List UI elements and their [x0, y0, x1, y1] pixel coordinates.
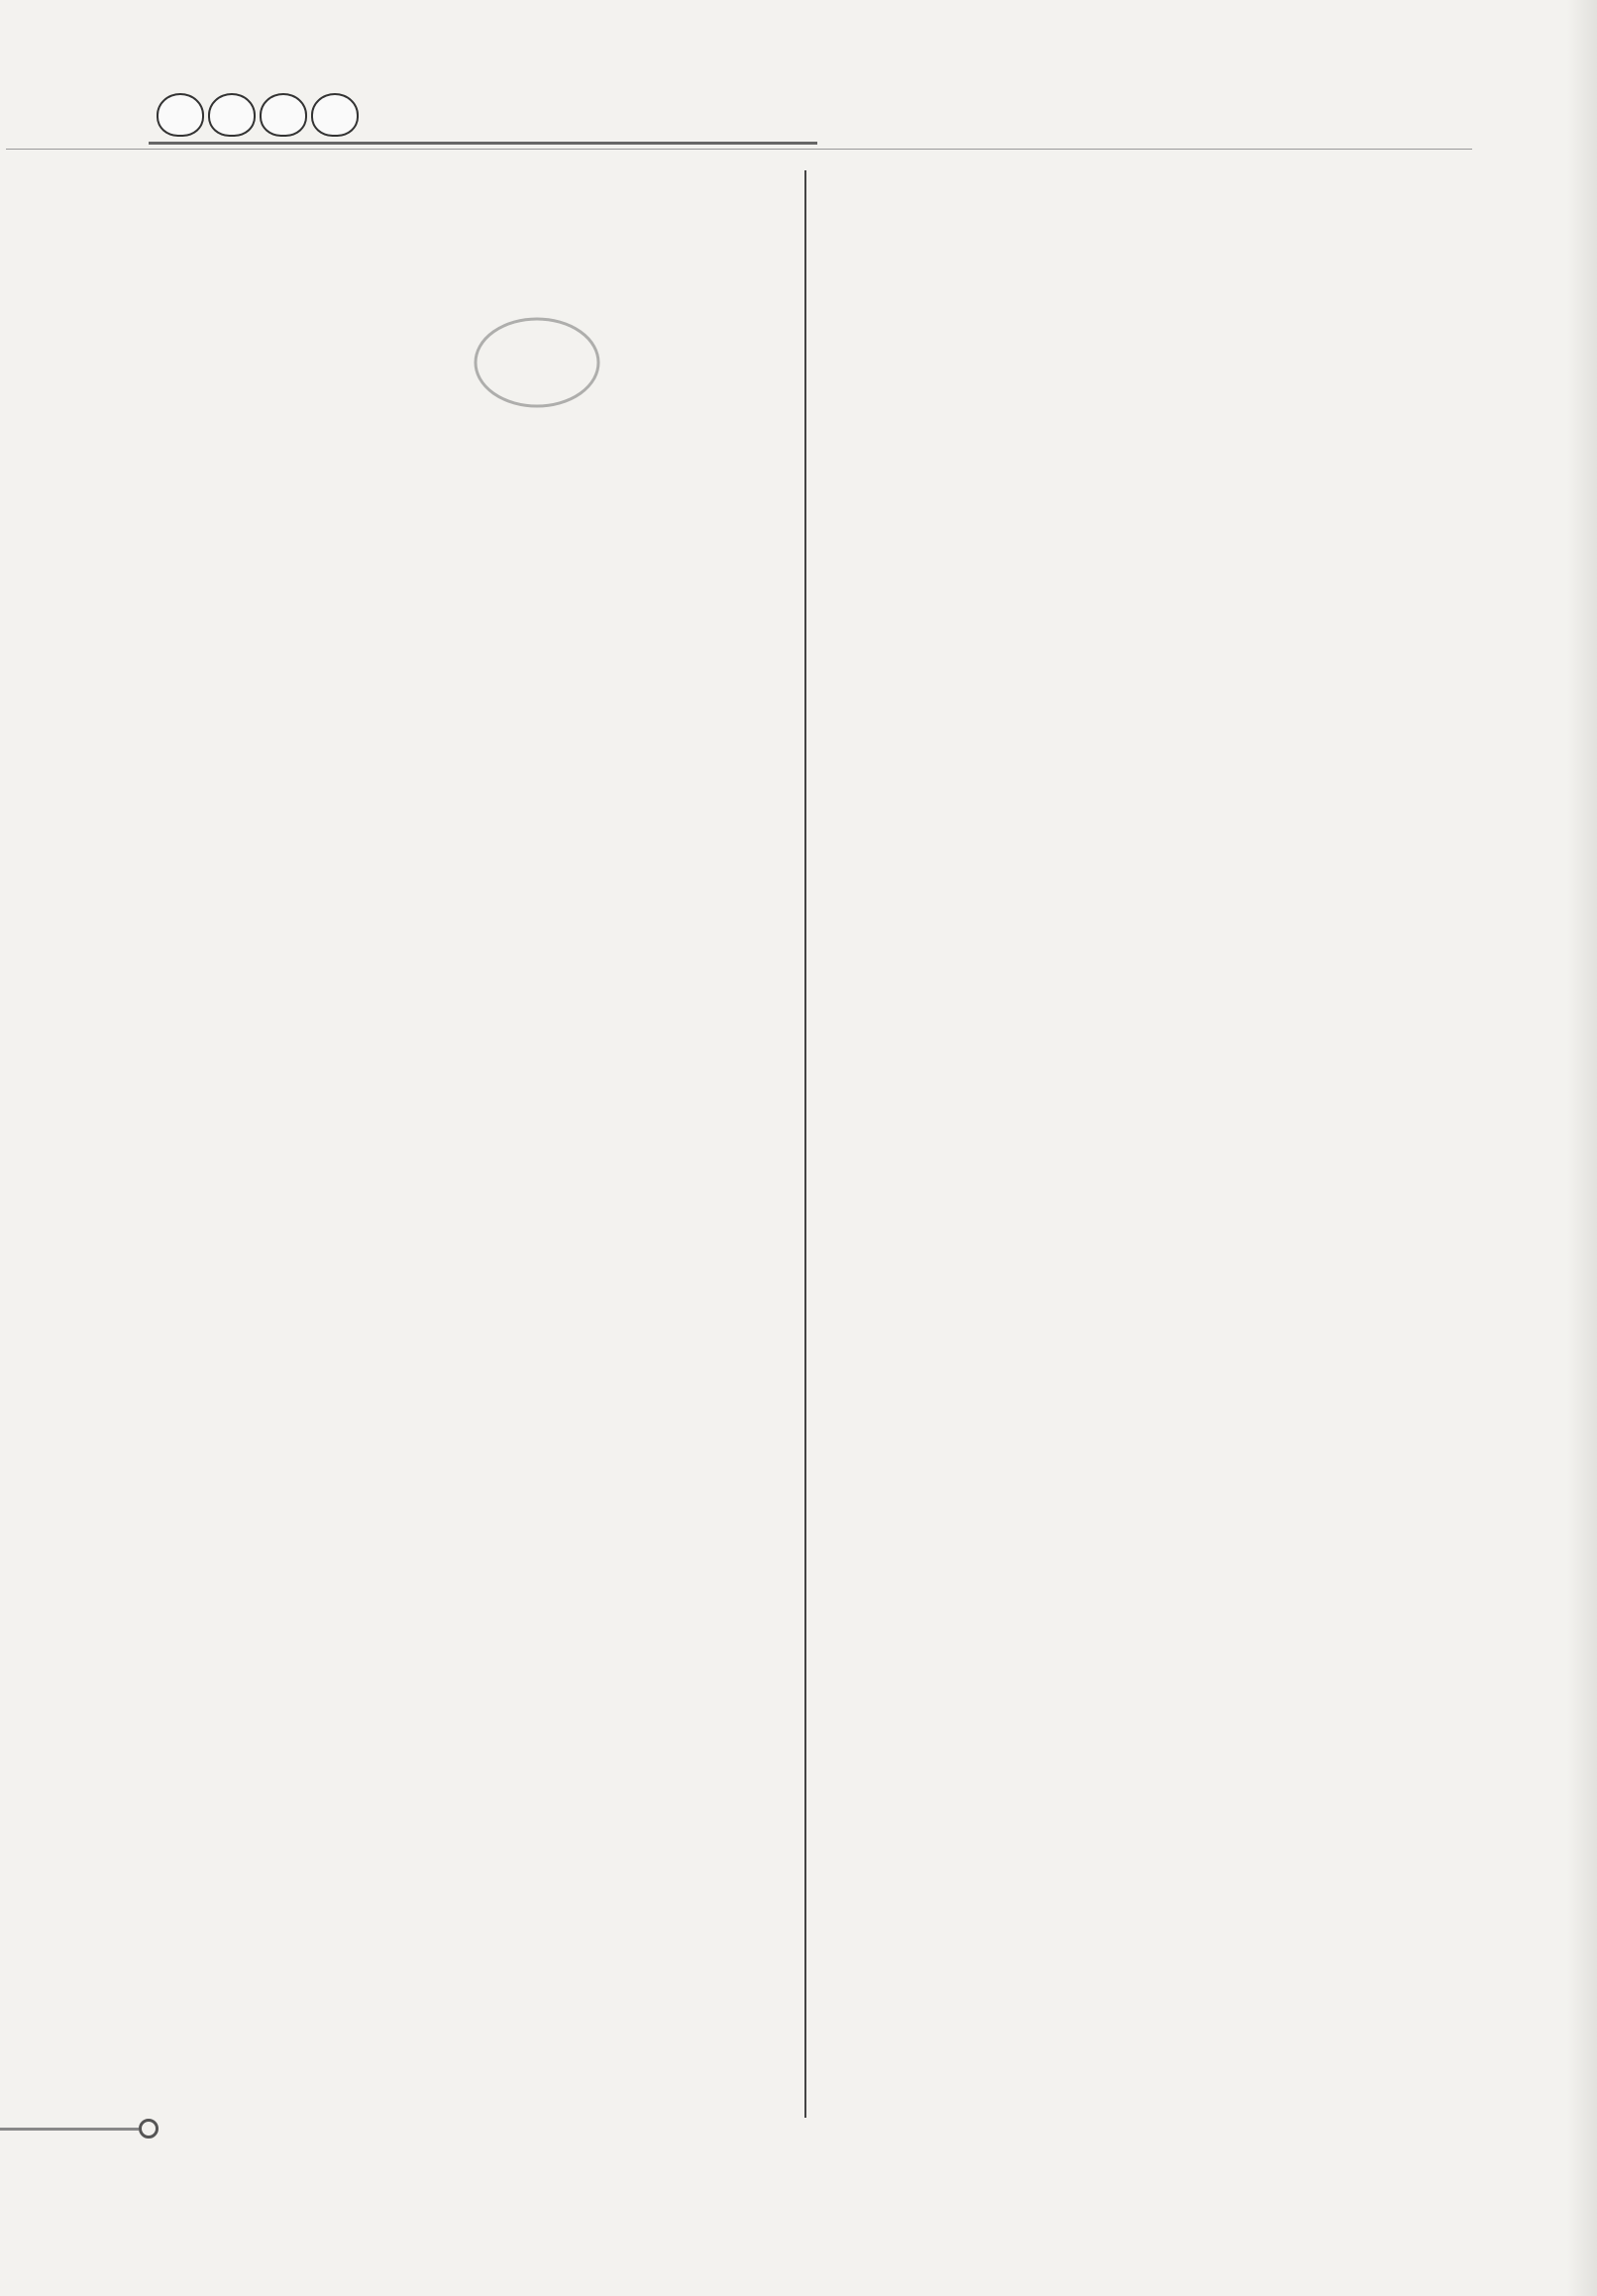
header-char: [208, 93, 256, 137]
stamp-logo: [468, 313, 606, 412]
header-badge: [157, 93, 359, 137]
header-char: [260, 93, 307, 137]
column-divider: [804, 170, 806, 2118]
footer-rule: [0, 2128, 139, 2131]
header-char: [157, 93, 204, 137]
header-rule: [149, 142, 817, 145]
header-char: [311, 93, 359, 137]
page-edge-shadow: [1567, 0, 1597, 2296]
header-rule-thin: [6, 149, 1472, 150]
footer-dot: [139, 2119, 159, 2139]
